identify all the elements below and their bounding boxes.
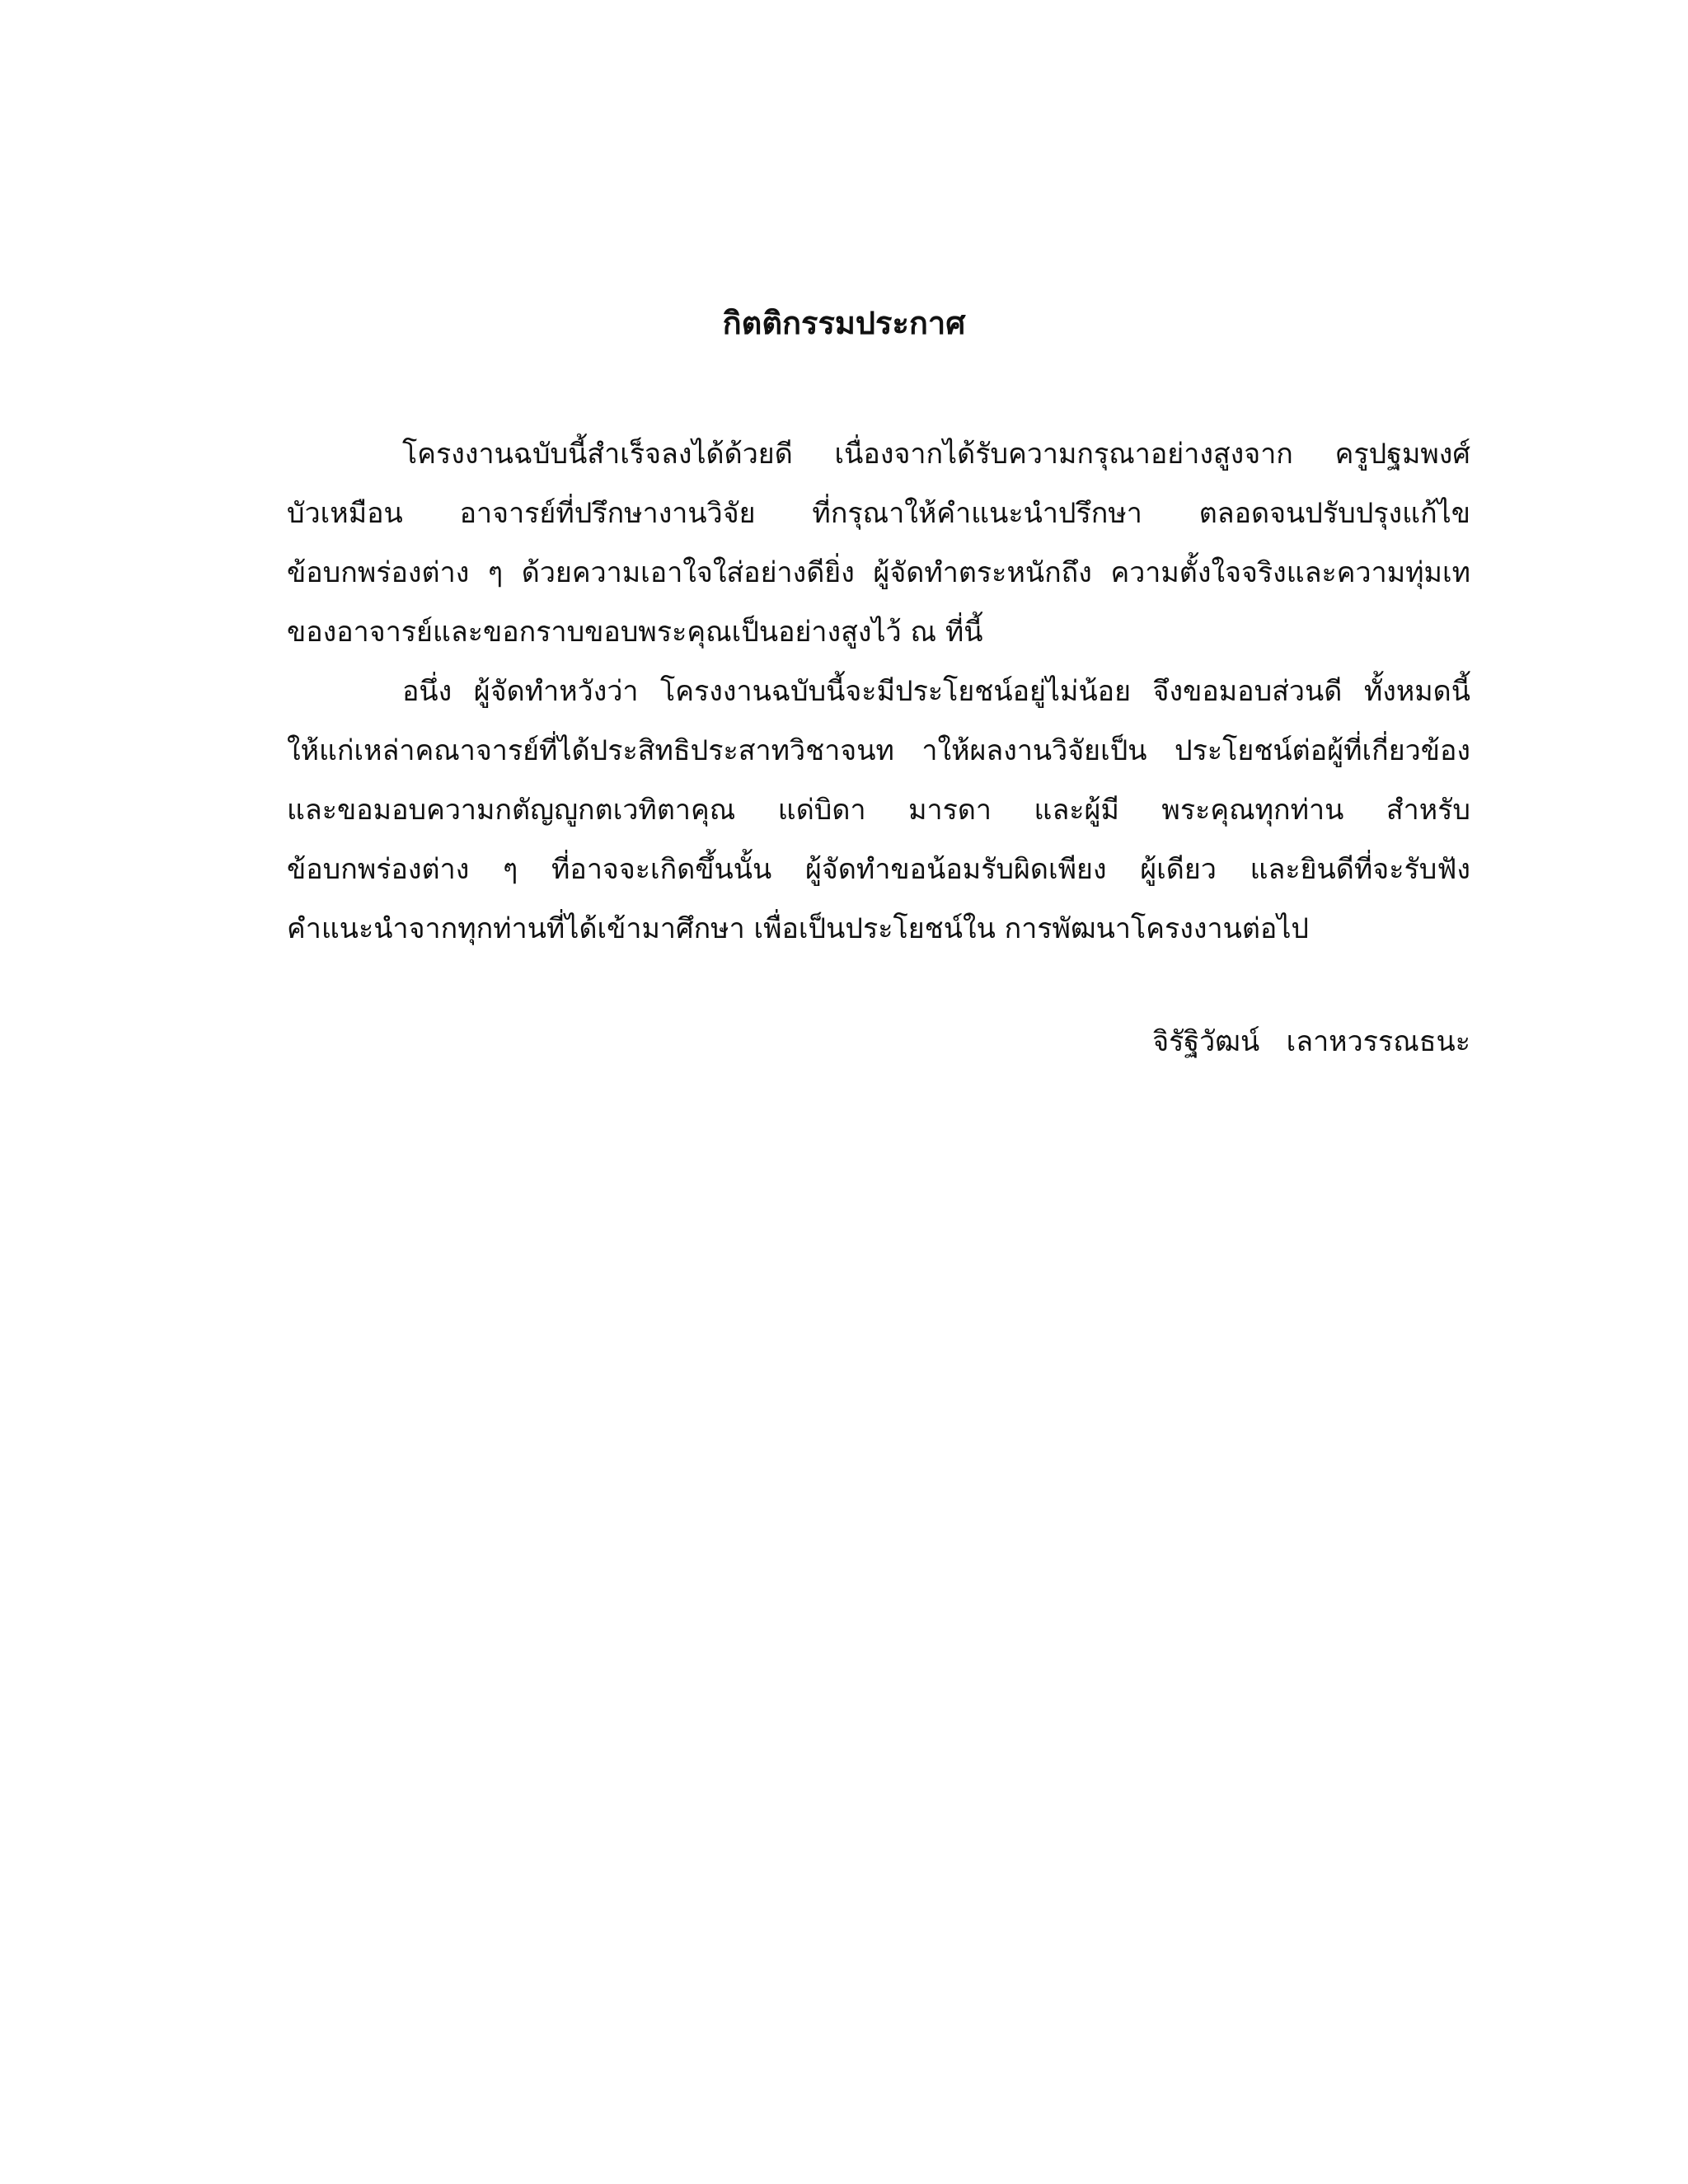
paragraph-1-line-1: โครงงานฉบับนี้สำเร็จลงได้ด้วยดี เนื่องจากได้รับความกรุณาอย่างสูงจาก ครูปฐมพงศ์ <box>402 438 1470 471</box>
paragraph-2-line-4: ข้อบกพร่องต่าง ๆ ที่อาจจะเกิดขึ้นนั้น ผู้จัดทำขอน้อมรับผิดเพียง ผู้เดียว และยินดีที่จะรับฟัง <box>287 853 1470 886</box>
paragraph-2-line-5: คำแนะนำจากทุกท่านที่ได้เข้ามาศึกษา เพื่อเป็นประโยชน์ใน การพัฒนาโครงงานต่อไป <box>287 912 1310 945</box>
paragraph-2-line-3: และขอมอบความกตัญญูกตเวทิตาคุณ แด่บิดา มารดา และผู้มี พระคุณทุกท่าน สำหรับ <box>287 794 1470 827</box>
paragraph-1-line-2: บัวเหมือน อาจารย์ที่ปรึกษางานวิจัย ที่กรุณาให้คำแนะนำปรึกษา ตลอดจนปรับปรุงแก้ไข <box>287 497 1470 530</box>
paragraph-1-line-4: ของอาจารย์และขอกราบขอบพระคุณเป็นอย่างสูงไว้ ณ ที่นี้ <box>287 616 983 649</box>
paragraph-2-line-2: ให้แก่เหล่าคณาจารย์ที่ได้ประสิทธิประสาทวิชาจนท าให้ผลงานวิจัยเป็น ประโยชน์ต่อผู้ที่เกี่ยวข้อง <box>287 734 1470 767</box>
author-signature: จิรัฐิวัฒน์ เลาหวรรณธนะ <box>1152 1025 1470 1058</box>
paragraph-2-line-1: อนึ่ง ผู้จัดทำหวังว่า โครงงานฉบับนี้จะมีประโยชน์อยู่ไม่น้อย จึงขอมอบส่วนดี ทั้งหมดนี้ <box>402 675 1470 708</box>
page-title: กิตติกรรมประกาศ <box>722 305 966 341</box>
paragraph-1-line-3: ข้อบกพร่องต่าง ๆ ด้วยความเอาใจใส่อย่างดียิ่ง ผู้จัดทำตระหนักถึง ความตั้งใจจริงและความทุ่มเท <box>287 556 1470 589</box>
